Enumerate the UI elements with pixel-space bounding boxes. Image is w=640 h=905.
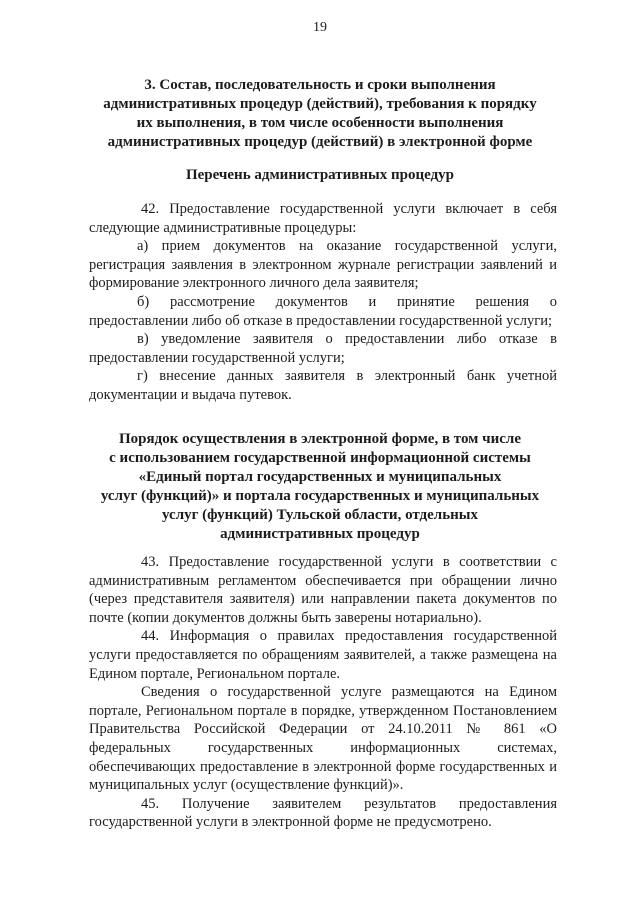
paragraph-43: 43. Предоставление государственной услуги в соответствии с административным регламентом обеспечивается при обращении лично (через представителя заявителя) или направлении пакета документов по почте (копии документов должны быть заверены нотариально). <box>89 554 557 626</box>
paragraph-42: 42. Предоставление государственной услуги включает в себя следующие административные процедуры: <box>89 201 557 236</box>
heading-line: Перечень административных процедур <box>185 167 455 183</box>
section-heading <box>90 76 550 152</box>
heading-line: Порядок осуществления в электронной форме, в том числе <box>119 431 521 447</box>
paragraph-44: 44. Информация о правилах предоставления государственной услуги предоставляется по обращениям заявителей, а также размещена на Едином портале, Региональном портале. <box>89 628 557 682</box>
heading-line: административных процедур (действий), требования к порядку <box>103 96 537 112</box>
heading-line: 3. Состав, последовательность и сроки выполнения <box>144 77 496 93</box>
electronic-section-body <box>89 553 557 832</box>
page-number: 19 <box>313 20 327 35</box>
heading-line: услуг (функций) Тульской области, отдельных <box>162 507 478 523</box>
electronic-procedures-heading <box>90 430 550 544</box>
paragraph-45: 45. Получение заявителем результатов предоставления государственной услуги в электронной форме не предусмотрено. <box>89 795 557 831</box>
heading-line: их выполнения, в том числе особенности выполнения <box>136 115 504 131</box>
procedure-item-a: а) прием документов на оказание государственной услуги, регистрация заявления в электронном журнале регистрации заявлений и формирование электронного личного дела заявителя; <box>89 238 557 292</box>
paragraph-portal-info: Сведения о государственной услуге размещаются на Едином портале, Региональном портале в порядке, утвержденном Постановлением Правительства Российской Федерации от 24.10.2011 № 861 «О федеральных государственных информационных системах, обеспечивающих предоставление в электронной форме государственных и муниципальных услуг (осуществление функций)». <box>89 684 557 794</box>
heading-line: с использованием государственной информационной системы <box>109 450 531 466</box>
procedure-item-g: г) внесение данных заявителя в электронный банк учетной документации и выдача путевок. <box>89 368 557 403</box>
heading-line: административных процедур <box>220 526 420 542</box>
procedures-heading <box>90 166 550 185</box>
procedures-list <box>89 200 557 405</box>
heading-line: «Единый портал государственных и муниципальных <box>138 469 502 485</box>
procedure-item-v: в) уведомление заявителя о предоставлении либо отказе в предоставлении государственной услуги; <box>89 331 557 366</box>
heading-line: услуг (функций)» и портала государственных и муниципальных <box>100 488 540 504</box>
procedure-item-b: б) рассмотрение документов и принятие решения о предоставлении либо об отказе в предоставлении государственной услуги; <box>89 293 557 329</box>
heading-line: административных процедур (действий) в электронной форме <box>107 134 533 150</box>
